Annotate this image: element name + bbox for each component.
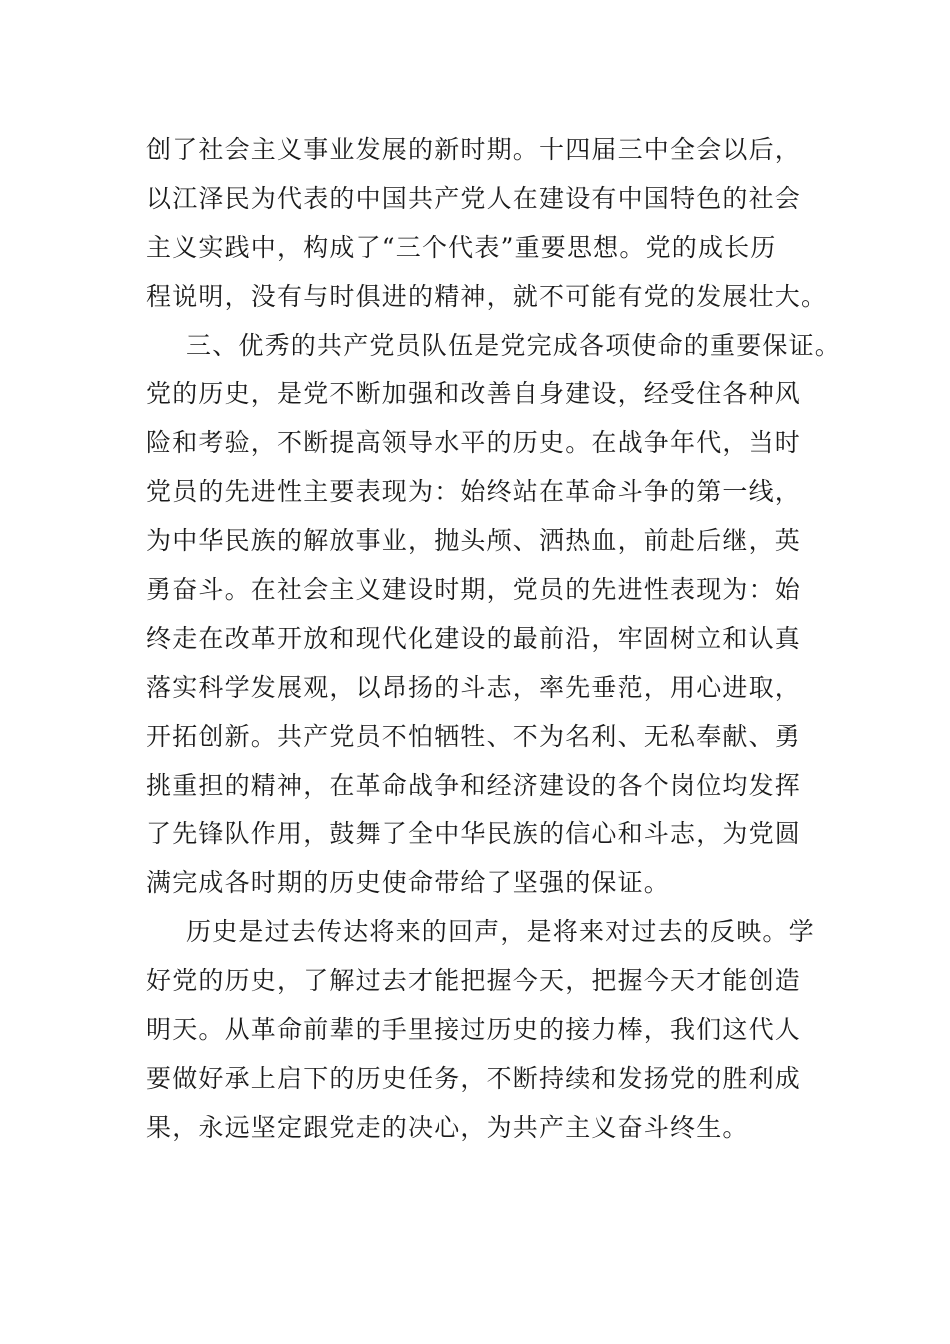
text-line: 勇奋斗。在社会主义建设时期，党员的先进性表现为：始: [146, 575, 802, 605]
text-line: 挑重担的精神，在革命战争和经济建设的各个岗位均发挥: [146, 770, 802, 800]
text-line: 程说明，没有与时俱进的精神，就不可能有党的发展壮大。: [146, 281, 828, 311]
section-heading-line: 三、优秀的共产党员队伍是党完成各项使命的重要保证。: [186, 330, 842, 360]
text-line: 开拓创新。共产党员不怕牺牲、不为名利、无私奉献、勇: [146, 721, 802, 751]
text-line: 果，永远坚定跟党走的决心，为共产主义奋斗终生。: [146, 1112, 749, 1142]
text-line: 党员的先进性主要表现为：始终站在革命斗争的第一线，: [146, 477, 802, 507]
paragraph-start-line: 历史是过去传达将来的回声，是将来对过去的反映。学: [186, 917, 815, 947]
text-line: 满完成各时期的历史使命带给了坚强的保证。: [146, 868, 671, 898]
text-line: 了先锋队作用，鼓舞了全中华民族的信心和斗志，为党圆: [146, 819, 802, 849]
text-line: 党的历史，是党不断加强和改善自身建设，经受住各种风: [146, 379, 802, 409]
document-body: [146, 126, 842, 1153]
text-line: 明天。从革命前辈的手里接过历史的接力棒，我们这代人: [146, 1015, 802, 1045]
text-line: 要做好承上启下的历史任务，不断持续和发扬党的胜利成: [146, 1063, 802, 1093]
text-line: 好党的历史，了解过去才能把握今天，把握今天才能创造: [146, 966, 802, 996]
text-line: 终走在改革开放和现代化建设的最前沿，牢固树立和认真: [146, 623, 802, 653]
text-line: 为中华民族的解放事业，抛头颅、洒热血，前赴后继，英: [146, 526, 802, 556]
text-line: 落实科学发展观，以昂扬的斗志，率先垂范，用心进取，: [146, 672, 802, 702]
text-line: 险和考验，不断提高领导水平的历史。在战争年代，当时: [146, 428, 802, 458]
text-line: 主义实践中，构成了“三个代表”重要思想。党的成长历: [146, 232, 777, 262]
text-line: 创了社会主义事业发展的新时期。十四届三中全会以后，: [146, 135, 802, 164]
text-line: 以江泽民为代表的中国共产党人在建设有中国特色的社会: [146, 183, 802, 213]
